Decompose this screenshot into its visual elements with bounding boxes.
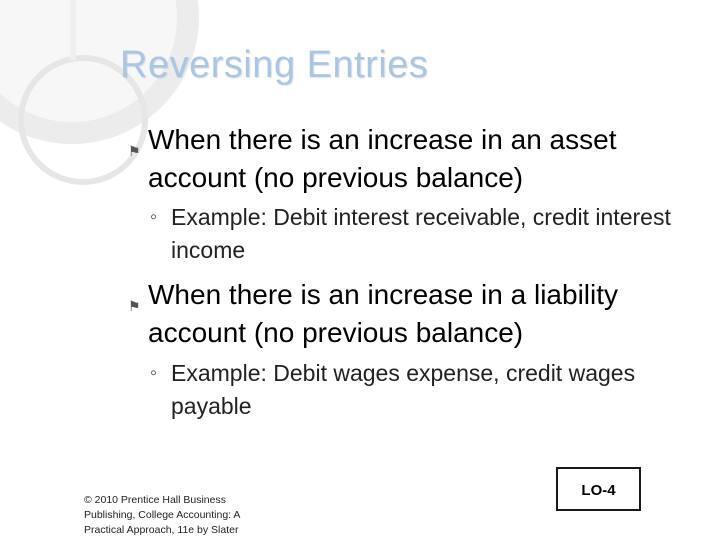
sub-bullet-item (150, 357, 710, 423)
bullet-item (128, 276, 708, 352)
sub-bullet-item (150, 201, 710, 267)
sub-bullet-text: Example: Debit wages expense, credit wages payable (171, 360, 636, 419)
hollow-circle-bullet-icon: ◦ (150, 206, 158, 228)
slide-title: Reversing Entries (120, 44, 429, 86)
bullet-item (128, 121, 708, 197)
flag-bullet-icon: ⚑ (128, 298, 141, 314)
decorative-line (70, 0, 76, 60)
hollow-circle-bullet-icon: ◦ (150, 362, 158, 384)
flag-bullet-icon: ⚑ (128, 143, 141, 159)
bullet-text: When there is an increase in an asset account (no previous balance) (148, 124, 617, 193)
learning-objective-badge: LO-4 (556, 467, 641, 511)
bullet-text: When there is an increase in a liability account (no previous balance) (148, 279, 619, 348)
sub-bullet-text: Example: Debit interest receivable, credit interest income (171, 204, 671, 263)
copyright-footer: © 2010 Prentice Hall Business Publishing, College Accounting: A Practical Approach, 11e by Slater (84, 494, 240, 536)
